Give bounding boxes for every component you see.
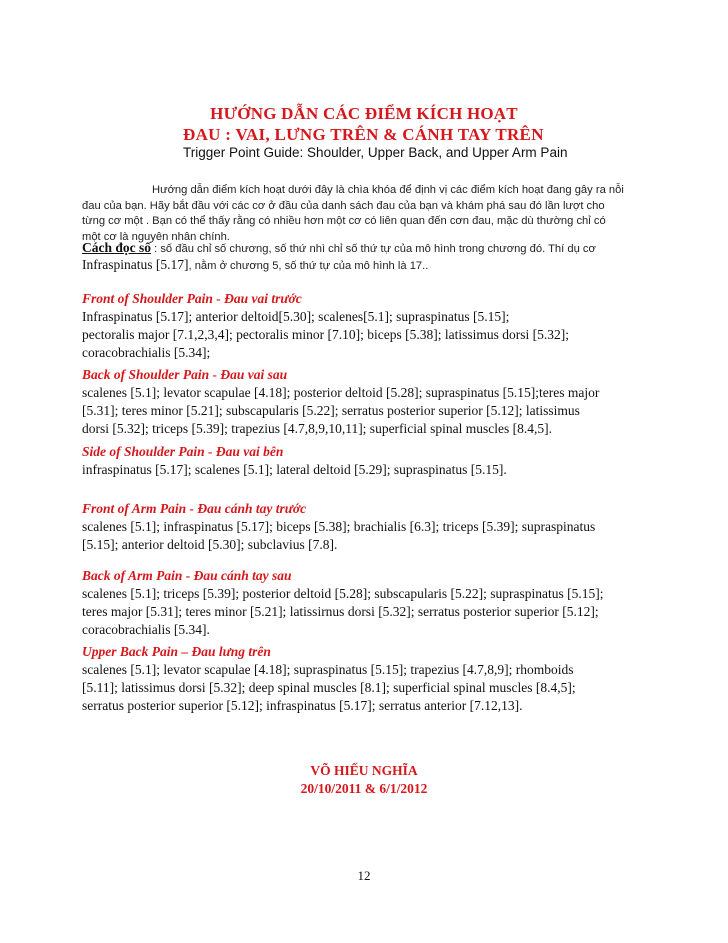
intro-line <box>82 183 652 199</box>
section-line: coracobrachialis [5.34]; <box>82 345 211 360</box>
how-to-text-2: , nằm ở chương 5, số thứ tự của mô hình là 17.. <box>188 260 429 272</box>
page-number: 12 <box>357 868 371 883</box>
section-line: Infraspinatus [5.17]; anterior deltoid[5.30]; scalenes[5.1]; supraspinatus [5.15]; <box>82 309 510 324</box>
section-heading: Back of Arm Pain - Đau cánh tay sau <box>82 568 292 583</box>
example-muscle: Infraspinatus [5.17] <box>82 257 189 272</box>
section-heading: Upper Back Pain – Đau lưng trên <box>82 644 271 659</box>
section-line: serratus posterior superior [5.12]; infraspinatus [5.17]; serratus anterior [7.12,13]. <box>82 698 523 713</box>
section-line: scalenes [5.1]; triceps [5.39]; posterior deltoid [5.28]; subscapularis [5.22]; supraspinatus [5.15]; <box>82 586 604 601</box>
section-line: scalenes [5.1]; levator scapulae [4.18]; posterior deltoid [5.28]; supraspinatus [5.15];teres major <box>82 385 600 400</box>
section-line: dorsi [5.32]; triceps [5.39]; trapezius [4.7,8,9,10,11]; superficial spinal muscles [8.4,5]. <box>82 421 553 436</box>
section-line: scalenes [5.1]; levator scapulae [4.18]; supraspinatus [5.15]; trapezius [4.7,8,9]; rhomboids <box>82 662 574 677</box>
section-line: pectoralis major [7.1,2,3,4]; pectoralis minor [7.10]; biceps [5.38]; latissimus dorsi [5.32]; <box>82 327 570 342</box>
how-to-read-paragraph <box>82 240 662 274</box>
section-line: [5.31]; teres minor [5.21]; subscapularis [5.22]; serratus posterior superior [5.12]; latissimus <box>82 403 580 418</box>
intro-paragraph <box>82 183 652 245</box>
section-heading: Back of Shoulder Pain - Đau vai sau <box>82 367 288 382</box>
intro-line: từng cơ một . Bạn có thể thấy rằng có nhiều hơn một cơ có liên quan đến cơn đau, mặc dù thường chỉ có <box>82 215 606 227</box>
how-to-line-2 <box>82 257 662 274</box>
subtitle: Trigger Point Guide: Shoulder, Upper Back, and Upper Arm Pain <box>183 145 568 160</box>
section-front-shoulder <box>82 290 672 362</box>
section-line: infraspinatus [5.17]; scalenes [5.1]; lateral deltoid [5.29]; supraspinatus [5.15]. <box>82 462 507 477</box>
section-front-arm <box>82 500 672 554</box>
intro-line: một cơ là nguyên nhân chính. <box>82 230 230 243</box>
section-back-shoulder <box>82 366 672 438</box>
intro-text: Hướng dẫn điểm kích hoạt dưới đây là chìa khóa để định vị các điểm kích hoạt đang gây ra nỗi <box>152 184 624 196</box>
how-to-text: : số đầu chỉ số chương, số thứ nhì chỉ số thứ tự của mô hình trong chương đó. Thí dụ cơ <box>151 243 596 255</box>
section-line: scalenes [5.1]; infraspinatus [5.17]; biceps [5.38]; brachialis [6.3]; triceps [5.39]; supraspinatus <box>82 519 596 534</box>
section-line: [5.11]; latissimus dorsi [5.32]; deep spinal muscles [8.1]; superficial spinal muscles [8.4,5]; <box>82 680 576 695</box>
section-side-shoulder <box>82 443 672 479</box>
author-dates: 20/10/2011 & 6/1/2012 <box>300 781 428 796</box>
how-to-label: Cách đọc số <box>82 240 152 255</box>
section-line: teres major [5.31]; teres minor [5.21]; latissirnus dorsi [5.32]; serratus posterior superior [5.12]; <box>82 604 599 619</box>
title-line-2: ĐAU : VAI, LƯNG TRÊN & CÁNH TAY TRÊN <box>183 125 544 144</box>
section-heading: Front of Shoulder Pain - Đau vai trước <box>82 291 302 306</box>
section-line: coracobrachialis [5.34]. <box>82 622 210 637</box>
section-back-arm <box>82 567 672 639</box>
intro-line: đau của bạn. Hãy bắt đầu với các cơ ở đầu của danh sách đau của bạn và khám phá sau đó lần lượt cho <box>82 199 605 212</box>
author-name: VÕ HIẾU NGHĨA <box>310 763 418 778</box>
section-line: [5.15]; anterior deltoid [5.30]; subclavius [7.8]. <box>82 537 338 552</box>
section-heading: Front of Arm Pain - Đau cánh tay trước <box>82 501 307 516</box>
section-upper-back <box>82 643 672 715</box>
section-heading: Side of Shoulder Pain - Đau vai bên <box>82 444 284 459</box>
title-line-1: HƯỚNG DẪN CÁC ĐIỂM KÍCH HOẠT <box>210 104 518 123</box>
how-to-line-1 <box>82 240 662 257</box>
